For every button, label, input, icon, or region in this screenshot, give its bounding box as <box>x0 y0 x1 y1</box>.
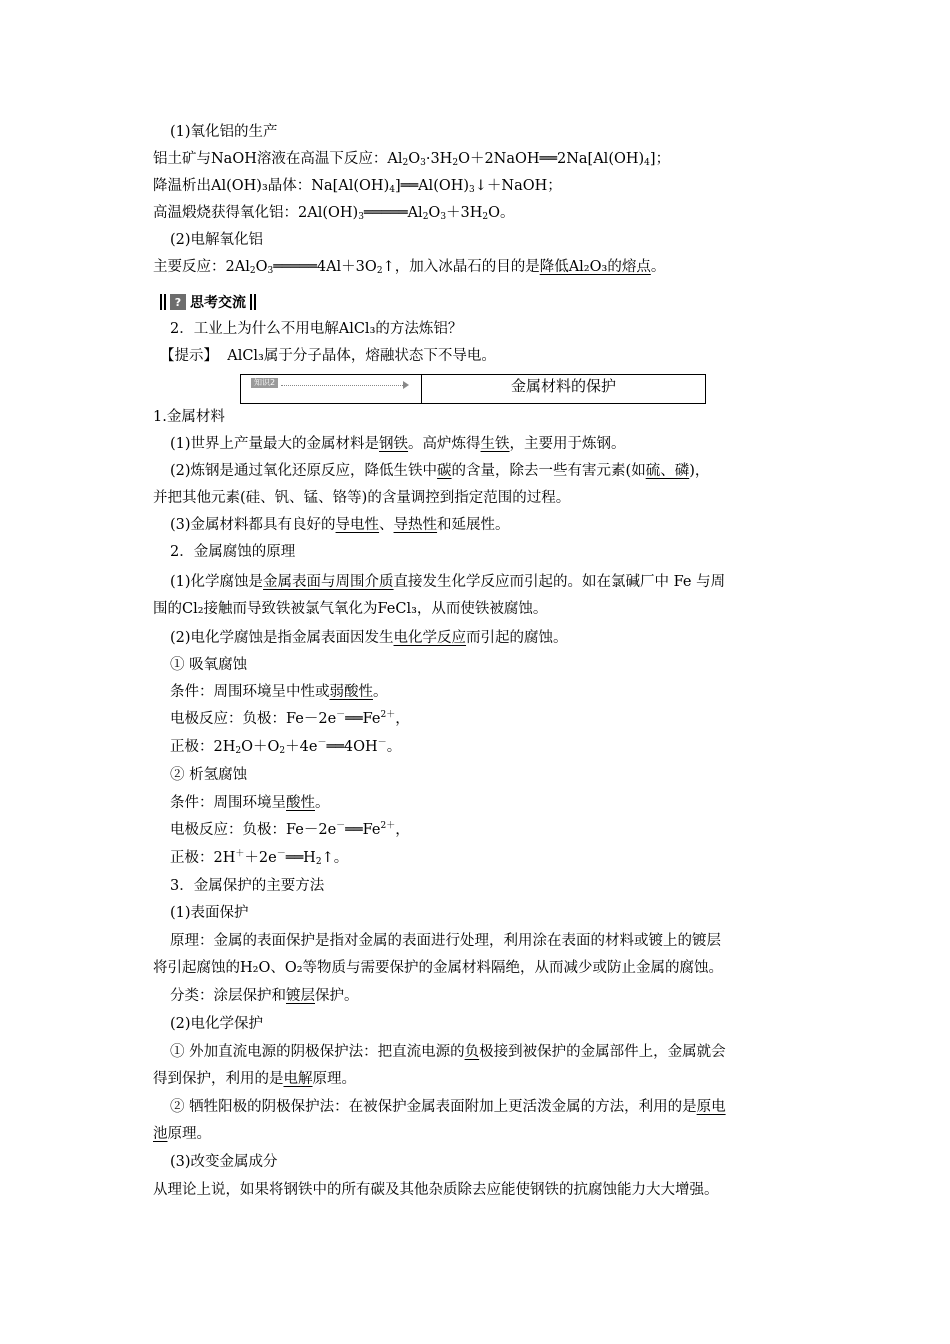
para-2: (2)炼钢是通过氧化还原反应，降低生铁中碳的含量，除去一些有害元素(如硫、磷)， <box>170 463 710 479</box>
para-1: (1)世界上产量最大的金属材料是钢铁。高炉炼得生铁，主要用于炼钢。 <box>170 436 626 452</box>
positive-1: 正极：$2H_2O+O_2+4e^-══4OH^-$。 <box>170 738 402 756</box>
positive-2: 正极：$2H^++2e^-══H_2↑$。 <box>170 849 349 867</box>
think-title: 思考交流 <box>190 295 246 311</box>
hint-line: 【提示】 AlCl₃属于分子晶体，熔融状态下不导电。 <box>160 348 496 364</box>
para-5: (2)电化学腐蚀是指金属表面因发生电化学反应而引起的腐蚀。 <box>170 630 568 646</box>
think-exchange-header <box>160 292 258 312</box>
condition-2: 条件：周围环境呈酸性。 <box>170 795 330 811</box>
electrode-1: 电极反应：负极：$Fe-2e^-══Fe^{2+}$， <box>170 710 410 727</box>
main-reaction-line: 主要反应：$2Al_2O_3═════4Al+3O_2↑$，加入冰晶石的目的是降低Al₂O₃的熔点。 <box>153 259 666 276</box>
method-1: ① 外加直流电源的阴极保护法：把直流电源的负极接到被保护的金属部件上，金属就会 <box>170 1044 726 1060</box>
equation-line-1: 铝土矿与NaOH溶液在高温下反应：$Al_2O_3\cdot 3H_2O+2NaOH══2Na[Al(OH)_4]$； <box>153 151 671 168</box>
para-2-cont: 并把其他元素(硅、钒、锰、铬等)的含量调控到指定范围的过程。 <box>153 490 571 506</box>
equation-line-3: 高温煅烧获得氧化铝：$2Al(OH)_3═════Al_2O_3+3H_2O$。 <box>153 205 515 222</box>
oxygen-absorption: ① 吸氧腐蚀 <box>170 657 248 673</box>
hydrogen-evolution: ② 析氢腐蚀 <box>170 767 248 783</box>
equation-line-2: 降温析出Al(OH)₃晶体：$Na[Al(OH)_4]══Al(OH)_3↓+NaOH$； <box>153 178 562 195</box>
answer-underline: 降低Al₂O₃的熔点 <box>539 259 651 275</box>
surface-protection: (1)表面保护 <box>170 905 249 921</box>
think-question: 2．工业上为什么不用电解AlCl₃的方法炼铝？ <box>170 321 463 337</box>
last-line: 从理论上说，如果将钢铁中的所有碳及其他杂质除去应能使钢铁的抗腐蚀能力大大增强。 <box>153 1182 719 1198</box>
question-icon: ? <box>170 294 186 310</box>
para-4: (1)化学腐蚀是金属表面与周围介质直接发生化学反应而引起的。如在氯碱厂中 Fe 与周 <box>170 574 726 590</box>
method-1-cont: 得到保护，利用的是电解原理。 <box>153 1071 356 1087</box>
arrow-icon <box>403 381 409 389</box>
para-3: (3)金属材料都具有良好的导电性、导热性和延展性。 <box>170 517 510 533</box>
electrode-2: 电极反应：负极：$Fe-2e^-══Fe^{2+}$， <box>170 821 410 838</box>
heading-protection: 3．金属保护的主要方法 <box>170 878 325 894</box>
condition-1: 条件：周围环境呈中性或弱酸性。 <box>170 684 388 700</box>
principle-line-1: 原理：金属的表面保护是指对金属的表面进行处理，利用涂在表面的材料或镀上的镀层 <box>170 933 721 949</box>
knowledge-title: 金属材料的保护 <box>510 377 616 395</box>
heading-corrosion: 2．金属腐蚀的原理 <box>170 544 296 560</box>
heading-electrolysis: (2)电解氧化铝 <box>170 232 264 248</box>
method-2: ② 牺牲阳极的阴极保护法：在被保护金属表面附加上更活泼金属的方法，利用的是原电 <box>170 1099 726 1115</box>
knowledge-header-box <box>240 374 706 404</box>
classification: 分类：涂层保护和镀层保护。 <box>170 988 359 1004</box>
method-2-cont: 池原理。 <box>153 1126 211 1142</box>
principle-line-2: 将引起腐蚀的H₂O、O₂等物质与需要保护的金属材料隔绝，从而减少或防止金属的腐蚀。 <box>153 960 724 976</box>
electrochemical-protection: (2)电化学保护 <box>170 1016 264 1032</box>
heading-alumina-production: (1)氧化铝的生产 <box>170 124 278 140</box>
heading-metal-materials: 1.金属材料 <box>153 409 225 425</box>
change-composition: (3)改变金属成分 <box>170 1154 278 1170</box>
para-4-cont: 围的Cl₂接触而导致铁被氯气氧化为FeCl₃，从而使铁被腐蚀。 <box>153 601 548 617</box>
knowledge-tag: 知识2 <box>251 378 278 388</box>
